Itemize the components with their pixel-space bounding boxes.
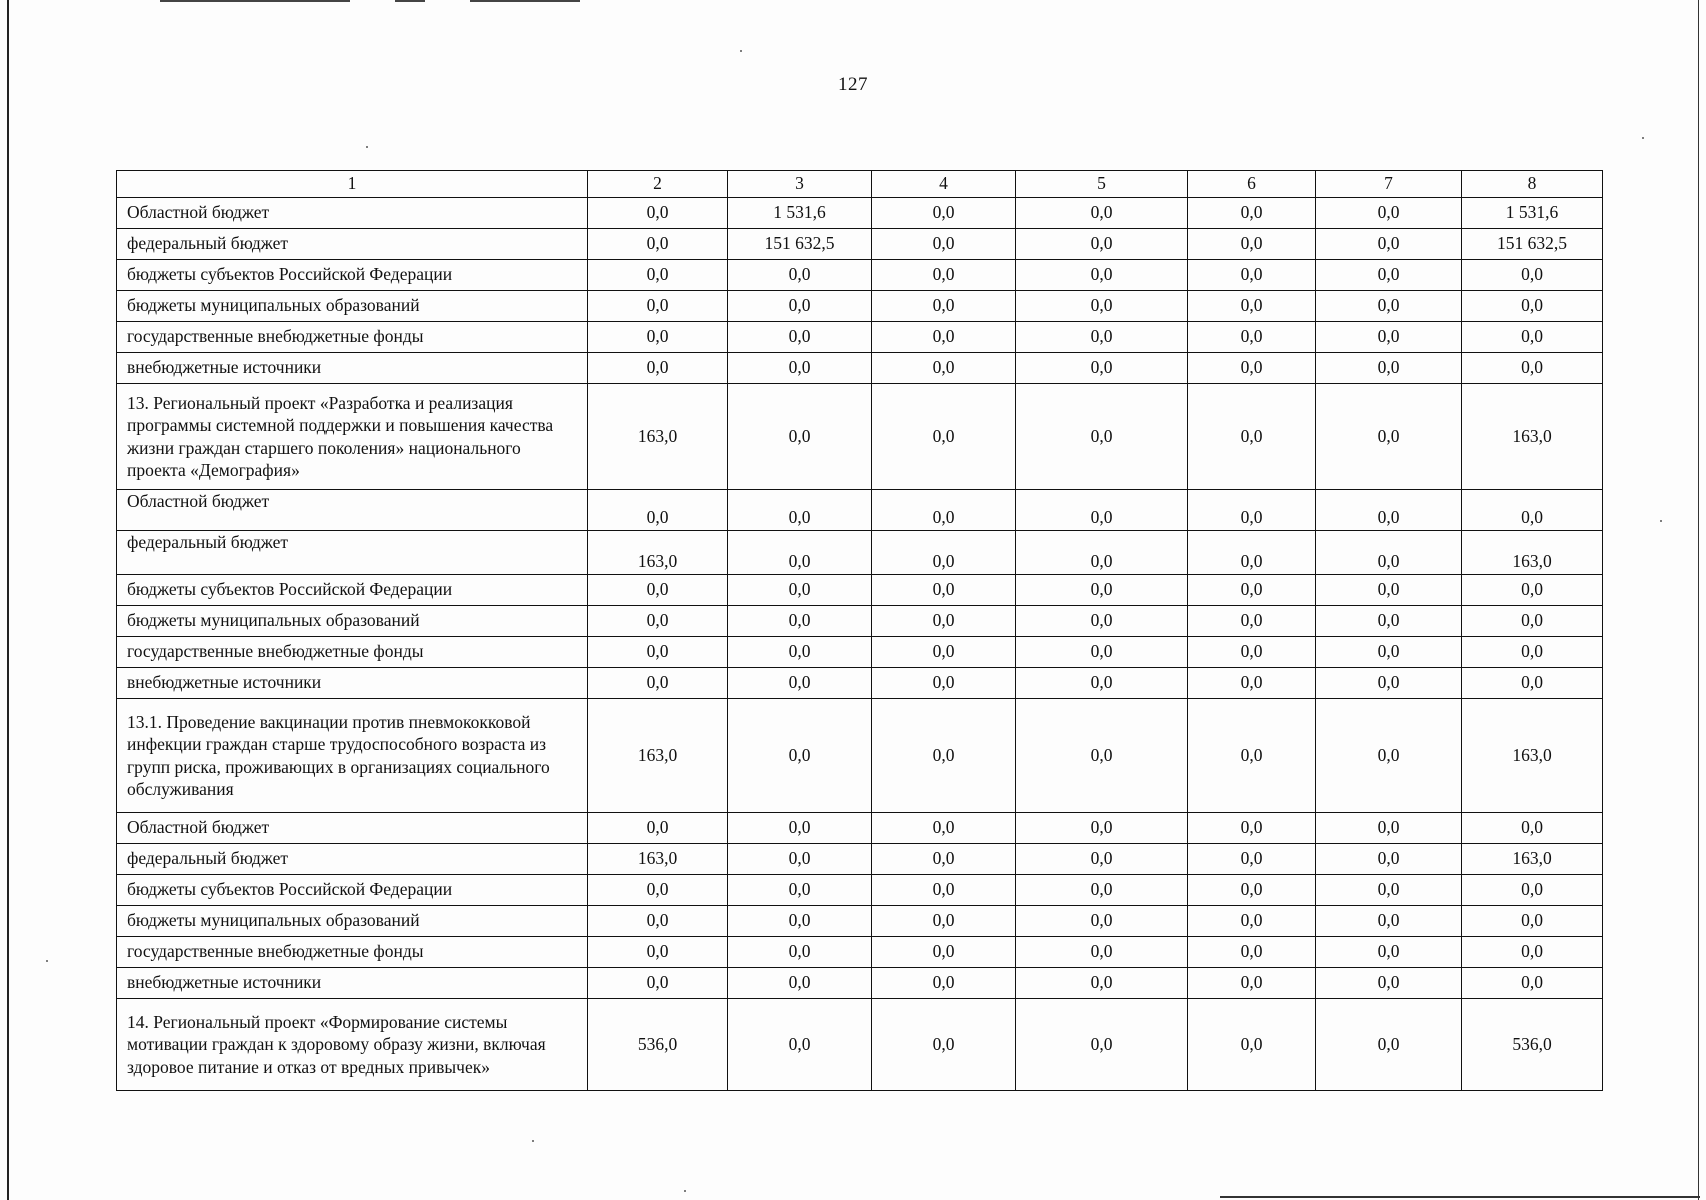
value-cell-col-6: 0,0 (1188, 968, 1316, 999)
table-row (117, 291, 1603, 322)
table-row (117, 490, 1603, 531)
value-cell-col-7: 0,0 (1316, 844, 1462, 875)
row-label: бюджеты муниципальных образований (117, 291, 588, 322)
row-label: бюджеты муниципальных образований (117, 906, 588, 937)
table-row (117, 875, 1603, 906)
value-cell-col-5: 0,0 (1016, 260, 1188, 291)
value-cell-col-2: 0,0 (588, 291, 728, 322)
value-cell-col-2: 0,0 (588, 968, 728, 999)
value-cell-col-4: 0,0 (872, 668, 1016, 699)
value-cell-col-6: 0,0 (1188, 322, 1316, 353)
value-cell-col-6: 0,0 (1188, 906, 1316, 937)
value-cell-col-2: 0,0 (588, 875, 728, 906)
value-cell-col-6: 0,0 (1188, 384, 1316, 490)
value-cell-col-5: 0,0 (1016, 844, 1188, 875)
value-cell-col-8: 0,0 (1462, 937, 1603, 968)
scan-speck (1642, 137, 1644, 139)
value-cell-col-7: 0,0 (1316, 637, 1462, 668)
value-cell-col-7: 0,0 (1316, 699, 1462, 813)
value-cell-col-4: 0,0 (872, 606, 1016, 637)
value-cell-col-5: 0,0 (1016, 384, 1188, 490)
row-label: внебюджетные источники (117, 668, 588, 699)
row-label: бюджеты муниципальных образований (117, 606, 588, 637)
value-cell-col-6: 0,0 (1188, 813, 1316, 844)
value-cell-col-4: 0,0 (872, 875, 1016, 906)
value-cell-col-7: 0,0 (1316, 906, 1462, 937)
value-cell-col-2: 0,0 (588, 937, 728, 968)
column-header: 6 (1188, 171, 1316, 198)
table-section-row (117, 384, 1603, 490)
value-cell-col-7: 0,0 (1316, 260, 1462, 291)
row-label: 13. Региональный проект «Разработка и реализация программы системной поддержки и повышения качества жизни граждан старшего поколения» национального проекта «Демография» (117, 384, 588, 490)
row-label: бюджеты субъектов Российской Федерации (117, 875, 588, 906)
value-cell-col-4: 0,0 (872, 229, 1016, 260)
value-cell-col-3: 0,0 (728, 875, 872, 906)
value-cell-col-2: 0,0 (588, 490, 728, 531)
value-cell-col-7: 0,0 (1316, 490, 1462, 531)
column-header: 1 (117, 171, 588, 198)
row-label: бюджеты субъектов Российской Федерации (117, 260, 588, 291)
value-cell-col-5: 0,0 (1016, 937, 1188, 968)
value-cell-col-7: 0,0 (1316, 322, 1462, 353)
value-cell-col-5: 0,0 (1016, 906, 1188, 937)
row-label: государственные внебюджетные фонды (117, 937, 588, 968)
row-label: 14. Региональный проект «Формирование системы мотивации граждан к здоровому образу жизни, включая здоровое питание и отказ от вредных привычек» (117, 999, 588, 1091)
row-label: бюджеты субъектов Российской Федерации (117, 575, 588, 606)
value-cell-col-8: 0,0 (1462, 353, 1603, 384)
column-header: 3 (728, 171, 872, 198)
table-row (117, 937, 1603, 968)
value-cell-col-2: 0,0 (588, 575, 728, 606)
value-cell-col-5: 0,0 (1016, 668, 1188, 699)
value-cell-col-4: 0,0 (872, 198, 1016, 229)
value-cell-col-5: 0,0 (1016, 531, 1188, 575)
table-row (117, 968, 1603, 999)
value-cell-col-4: 0,0 (872, 999, 1016, 1091)
value-cell-col-3: 151 632,5 (728, 229, 872, 260)
row-label: 13.1. Проведение вакцинации против пневмококковой инфекции граждан старше трудоспособного возраста из групп риска, проживающих в организациях социального обслуживания (117, 699, 588, 813)
value-cell-col-6: 0,0 (1188, 875, 1316, 906)
value-cell-col-8: 163,0 (1462, 844, 1603, 875)
value-cell-col-4: 0,0 (872, 384, 1016, 490)
value-cell-col-8: 536,0 (1462, 999, 1603, 1091)
value-cell-col-7: 0,0 (1316, 875, 1462, 906)
value-cell-col-8: 0,0 (1462, 637, 1603, 668)
value-cell-col-2: 0,0 (588, 229, 728, 260)
value-cell-col-2: 163,0 (588, 531, 728, 575)
table-row (117, 322, 1603, 353)
value-cell-col-5: 0,0 (1016, 575, 1188, 606)
value-cell-col-3: 0,0 (728, 606, 872, 637)
value-cell-col-2: 0,0 (588, 813, 728, 844)
value-cell-col-6: 0,0 (1188, 699, 1316, 813)
value-cell-col-8: 0,0 (1462, 875, 1603, 906)
value-cell-col-7: 0,0 (1316, 575, 1462, 606)
value-cell-col-3: 0,0 (728, 353, 872, 384)
value-cell-col-4: 0,0 (872, 353, 1016, 384)
value-cell-col-4: 0,0 (872, 906, 1016, 937)
value-cell-col-3: 0,0 (728, 937, 872, 968)
value-cell-col-7: 0,0 (1316, 813, 1462, 844)
value-cell-col-4: 0,0 (872, 968, 1016, 999)
value-cell-col-3: 0,0 (728, 490, 872, 531)
value-cell-col-3: 0,0 (728, 531, 872, 575)
value-cell-col-4: 0,0 (872, 937, 1016, 968)
value-cell-col-6: 0,0 (1188, 353, 1316, 384)
table-row (117, 844, 1603, 875)
table-row (117, 906, 1603, 937)
table-row (117, 531, 1603, 575)
budget-table (116, 170, 1603, 1091)
value-cell-col-6: 0,0 (1188, 999, 1316, 1091)
value-cell-col-7: 0,0 (1316, 999, 1462, 1091)
value-cell-col-3: 0,0 (728, 322, 872, 353)
value-cell-col-7: 0,0 (1316, 606, 1462, 637)
value-cell-col-4: 0,0 (872, 531, 1016, 575)
value-cell-col-5: 0,0 (1016, 291, 1188, 322)
table-row (117, 229, 1603, 260)
value-cell-col-3: 0,0 (728, 906, 872, 937)
value-cell-col-6: 0,0 (1188, 490, 1316, 531)
value-cell-col-5: 0,0 (1016, 490, 1188, 531)
value-cell-col-3: 0,0 (728, 999, 872, 1091)
value-cell-col-2: 0,0 (588, 606, 728, 637)
value-cell-col-5: 0,0 (1016, 198, 1188, 229)
value-cell-col-5: 0,0 (1016, 322, 1188, 353)
column-header: 2 (588, 171, 728, 198)
value-cell-col-3: 0,0 (728, 813, 872, 844)
value-cell-col-6: 0,0 (1188, 575, 1316, 606)
value-cell-col-7: 0,0 (1316, 937, 1462, 968)
value-cell-col-4: 0,0 (872, 490, 1016, 531)
value-cell-col-3: 0,0 (728, 699, 872, 813)
row-label: внебюджетные источники (117, 968, 588, 999)
column-header: 7 (1316, 171, 1462, 198)
value-cell-col-2: 0,0 (588, 353, 728, 384)
value-cell-col-7: 0,0 (1316, 668, 1462, 699)
row-label: Областной бюджет (117, 198, 588, 229)
value-cell-col-6: 0,0 (1188, 291, 1316, 322)
value-cell-col-4: 0,0 (872, 291, 1016, 322)
row-label: государственные внебюджетные фонды (117, 322, 588, 353)
value-cell-col-2: 0,0 (588, 906, 728, 937)
row-label: федеральный бюджет (117, 229, 588, 260)
value-cell-col-2: 0,0 (588, 198, 728, 229)
table-row (117, 813, 1603, 844)
value-cell-col-5: 0,0 (1016, 637, 1188, 668)
scan-top-rule (470, 0, 580, 2)
value-cell-col-6: 0,0 (1188, 668, 1316, 699)
value-cell-col-5: 0,0 (1016, 813, 1188, 844)
value-cell-col-4: 0,0 (872, 813, 1016, 844)
value-cell-col-6: 0,0 (1188, 606, 1316, 637)
value-cell-col-4: 0,0 (872, 575, 1016, 606)
value-cell-col-3: 0,0 (728, 575, 872, 606)
value-cell-col-8: 0,0 (1462, 813, 1603, 844)
row-label: федеральный бюджет (117, 531, 588, 575)
table-row (117, 637, 1603, 668)
value-cell-col-4: 0,0 (872, 637, 1016, 668)
value-cell-col-7: 0,0 (1316, 968, 1462, 999)
scan-top-rule (160, 0, 350, 2)
value-cell-col-3: 0,0 (728, 291, 872, 322)
row-label: федеральный бюджет (117, 844, 588, 875)
value-cell-col-6: 0,0 (1188, 844, 1316, 875)
value-cell-col-4: 0,0 (872, 699, 1016, 813)
value-cell-col-8: 0,0 (1462, 260, 1603, 291)
value-cell-col-2: 0,0 (588, 260, 728, 291)
value-cell-col-8: 0,0 (1462, 490, 1603, 531)
value-cell-col-7: 0,0 (1316, 229, 1462, 260)
scan-right-edge (1698, 0, 1699, 1200)
value-cell-col-6: 0,0 (1188, 260, 1316, 291)
table-row (117, 575, 1603, 606)
page-number: 127 (838, 74, 868, 95)
table-row (117, 606, 1603, 637)
value-cell-col-5: 0,0 (1016, 606, 1188, 637)
value-cell-col-5: 0,0 (1016, 353, 1188, 384)
value-cell-col-5: 0,0 (1016, 968, 1188, 999)
scan-speck (366, 146, 368, 148)
value-cell-col-2: 163,0 (588, 699, 728, 813)
value-cell-col-6: 0,0 (1188, 198, 1316, 229)
value-cell-col-6: 0,0 (1188, 229, 1316, 260)
value-cell-col-2: 536,0 (588, 999, 728, 1091)
table-row (117, 353, 1603, 384)
value-cell-col-4: 0,0 (872, 322, 1016, 353)
value-cell-col-5: 0,0 (1016, 699, 1188, 813)
value-cell-col-3: 0,0 (728, 844, 872, 875)
scan-speck (46, 960, 48, 962)
value-cell-col-6: 0,0 (1188, 531, 1316, 575)
value-cell-col-3: 1 531,6 (728, 198, 872, 229)
value-cell-col-2: 0,0 (588, 668, 728, 699)
value-cell-col-8: 151 632,5 (1462, 229, 1603, 260)
value-cell-col-4: 0,0 (872, 844, 1016, 875)
scan-speck (532, 1140, 534, 1142)
value-cell-col-6: 0,0 (1188, 637, 1316, 668)
value-cell-col-8: 0,0 (1462, 668, 1603, 699)
value-cell-col-2: 163,0 (588, 844, 728, 875)
value-cell-col-3: 0,0 (728, 260, 872, 291)
row-label: Областной бюджет (117, 490, 588, 531)
value-cell-col-2: 0,0 (588, 637, 728, 668)
value-cell-col-3: 0,0 (728, 968, 872, 999)
column-header: 8 (1462, 171, 1603, 198)
value-cell-col-8: 163,0 (1462, 699, 1603, 813)
table-section-row (117, 999, 1603, 1091)
value-cell-col-8: 0,0 (1462, 906, 1603, 937)
table-section-row (117, 699, 1603, 813)
table-row (117, 668, 1603, 699)
value-cell-col-8: 1 531,6 (1462, 198, 1603, 229)
value-cell-col-2: 163,0 (588, 384, 728, 490)
value-cell-col-5: 0,0 (1016, 999, 1188, 1091)
value-cell-col-6: 0,0 (1188, 937, 1316, 968)
value-cell-col-2: 0,0 (588, 322, 728, 353)
row-label: внебюджетные источники (117, 353, 588, 384)
scan-left-edge (7, 0, 9, 1200)
value-cell-col-8: 0,0 (1462, 606, 1603, 637)
value-cell-col-8: 0,0 (1462, 575, 1603, 606)
value-cell-col-7: 0,0 (1316, 198, 1462, 229)
scan-bottom-edge (1220, 1196, 1700, 1198)
scan-speck (740, 50, 742, 52)
column-header: 4 (872, 171, 1016, 198)
table-row (117, 260, 1603, 291)
header-row (117, 171, 1603, 198)
scan-top-rule (395, 0, 425, 2)
value-cell-col-3: 0,0 (728, 668, 872, 699)
value-cell-col-5: 0,0 (1016, 229, 1188, 260)
table-row (117, 198, 1603, 229)
value-cell-col-4: 0,0 (872, 260, 1016, 291)
row-label: государственные внебюджетные фонды (117, 637, 588, 668)
scan-speck (684, 1190, 686, 1192)
value-cell-col-8: 0,0 (1462, 322, 1603, 353)
scan-speck (1660, 520, 1662, 522)
value-cell-col-7: 0,0 (1316, 384, 1462, 490)
value-cell-col-3: 0,0 (728, 637, 872, 668)
value-cell-col-8: 0,0 (1462, 968, 1603, 999)
value-cell-col-7: 0,0 (1316, 531, 1462, 575)
value-cell-col-8: 0,0 (1462, 291, 1603, 322)
value-cell-col-7: 0,0 (1316, 291, 1462, 322)
value-cell-col-3: 0,0 (728, 384, 872, 490)
value-cell-col-5: 0,0 (1016, 875, 1188, 906)
value-cell-col-8: 163,0 (1462, 531, 1603, 575)
row-label: Областной бюджет (117, 813, 588, 844)
column-header: 5 (1016, 171, 1188, 198)
value-cell-col-7: 0,0 (1316, 353, 1462, 384)
value-cell-col-8: 163,0 (1462, 384, 1603, 490)
